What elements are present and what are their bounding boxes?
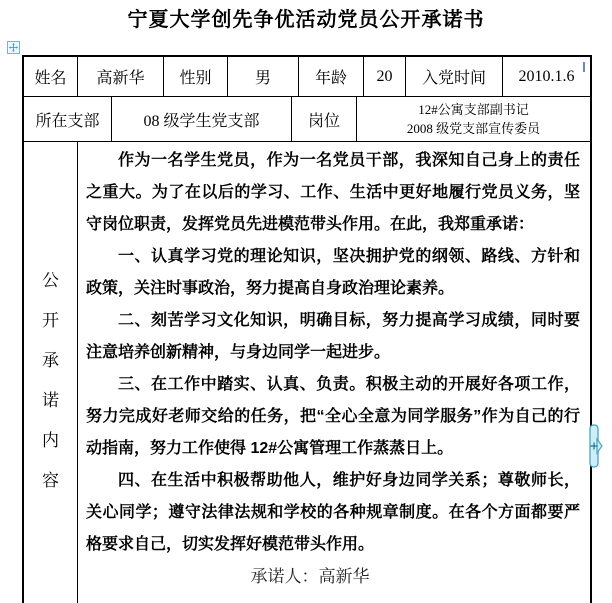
age-value-cell[interactable]: 20	[364, 57, 406, 96]
section-label-char: 诺	[42, 391, 59, 410]
document-title[interactable]: 宁夏大学创先争优活动党员公开承诺书	[127, 9, 485, 31]
section-label-cell[interactable]	[24, 142, 78, 603]
post-label-cell[interactable]: 岗位	[292, 97, 357, 141]
section-label-char: 开	[42, 311, 59, 330]
text-cursor	[583, 62, 585, 72]
table-row	[24, 57, 590, 97]
commitment-paragraph[interactable]: 作为一名学生党员，作为一名党员干部，我深知自己身上的责任之重大。为了在以后的学习、工作、生活中更好地履行党员义务，坚守岗位职责，发挥党员先进模范带头作用。在此，我郑重承诺：	[86, 152, 580, 233]
post-value-line2: 2008 级党支部宣传委员	[406, 121, 541, 136]
commitment-paragraph[interactable]: 一、认真学习党的理论知识，坚决拥护党的纲领、路线、方针和政策，关注时事政治，努力提高自身政治理论素养。	[86, 248, 580, 297]
gender-value-cell[interactable]: 男	[228, 57, 299, 96]
section-label-char: 公	[42, 271, 59, 290]
commitment-paragraph[interactable]: 二、刻苦学习文化知识，明确目标，努力提高学习成绩，同时要注意培养创新精神，与身边同学一起进步。	[86, 312, 580, 361]
gender-label-cell[interactable]: 性别	[164, 57, 228, 96]
commitment-paragraph[interactable]: 四、在生活中积极帮助他人，维护好身边同学关系；尊敬师长，关心同学；遵守法律法规和学校的各种规章制度。在各个方面都要严格要求自己，切实发挥好模范带头作用。	[86, 472, 580, 553]
section-label-char: 承	[42, 351, 59, 370]
move-cross-icon	[9, 43, 18, 52]
age-label-cell[interactable]: 年龄	[299, 57, 364, 96]
section-label-char: 容	[42, 471, 59, 490]
join-date-label-cell[interactable]: 入党时间	[406, 57, 503, 96]
post-value-line1: 12#公寓支部副书记	[418, 102, 529, 117]
name-value-cell[interactable]: 高新华	[78, 57, 164, 96]
branch-label-cell[interactable]: 所在支部	[24, 97, 112, 141]
join-date-value-cell[interactable]: 2010.1.6	[518, 67, 575, 85]
post-value-cell[interactable]	[357, 97, 590, 141]
table-move-handle[interactable]	[7, 41, 20, 54]
commitment-form-table	[22, 55, 592, 603]
signature-line[interactable]: 承诺人：高新华	[250, 567, 370, 586]
name-label-cell[interactable]: 姓名	[24, 57, 78, 96]
table-row	[24, 97, 590, 142]
table-row	[24, 142, 590, 603]
side-expand-handle[interactable]	[589, 423, 603, 469]
expand-chevron-icon	[589, 423, 603, 469]
branch-value-cell[interactable]: 08 级学生党支部	[112, 97, 292, 141]
commitment-content-cell[interactable]	[78, 142, 590, 603]
section-label-char: 内	[42, 431, 59, 450]
commitment-paragraph[interactable]: 三、在工作中踏实、认真、负责。积极主动的开展好各项工作，努力完成好老师交给的任务，把“全心全意为同学服务”作为自己的行动指南，努力工作使得 12#公寓管理工作蒸蒸日上。	[86, 376, 580, 457]
